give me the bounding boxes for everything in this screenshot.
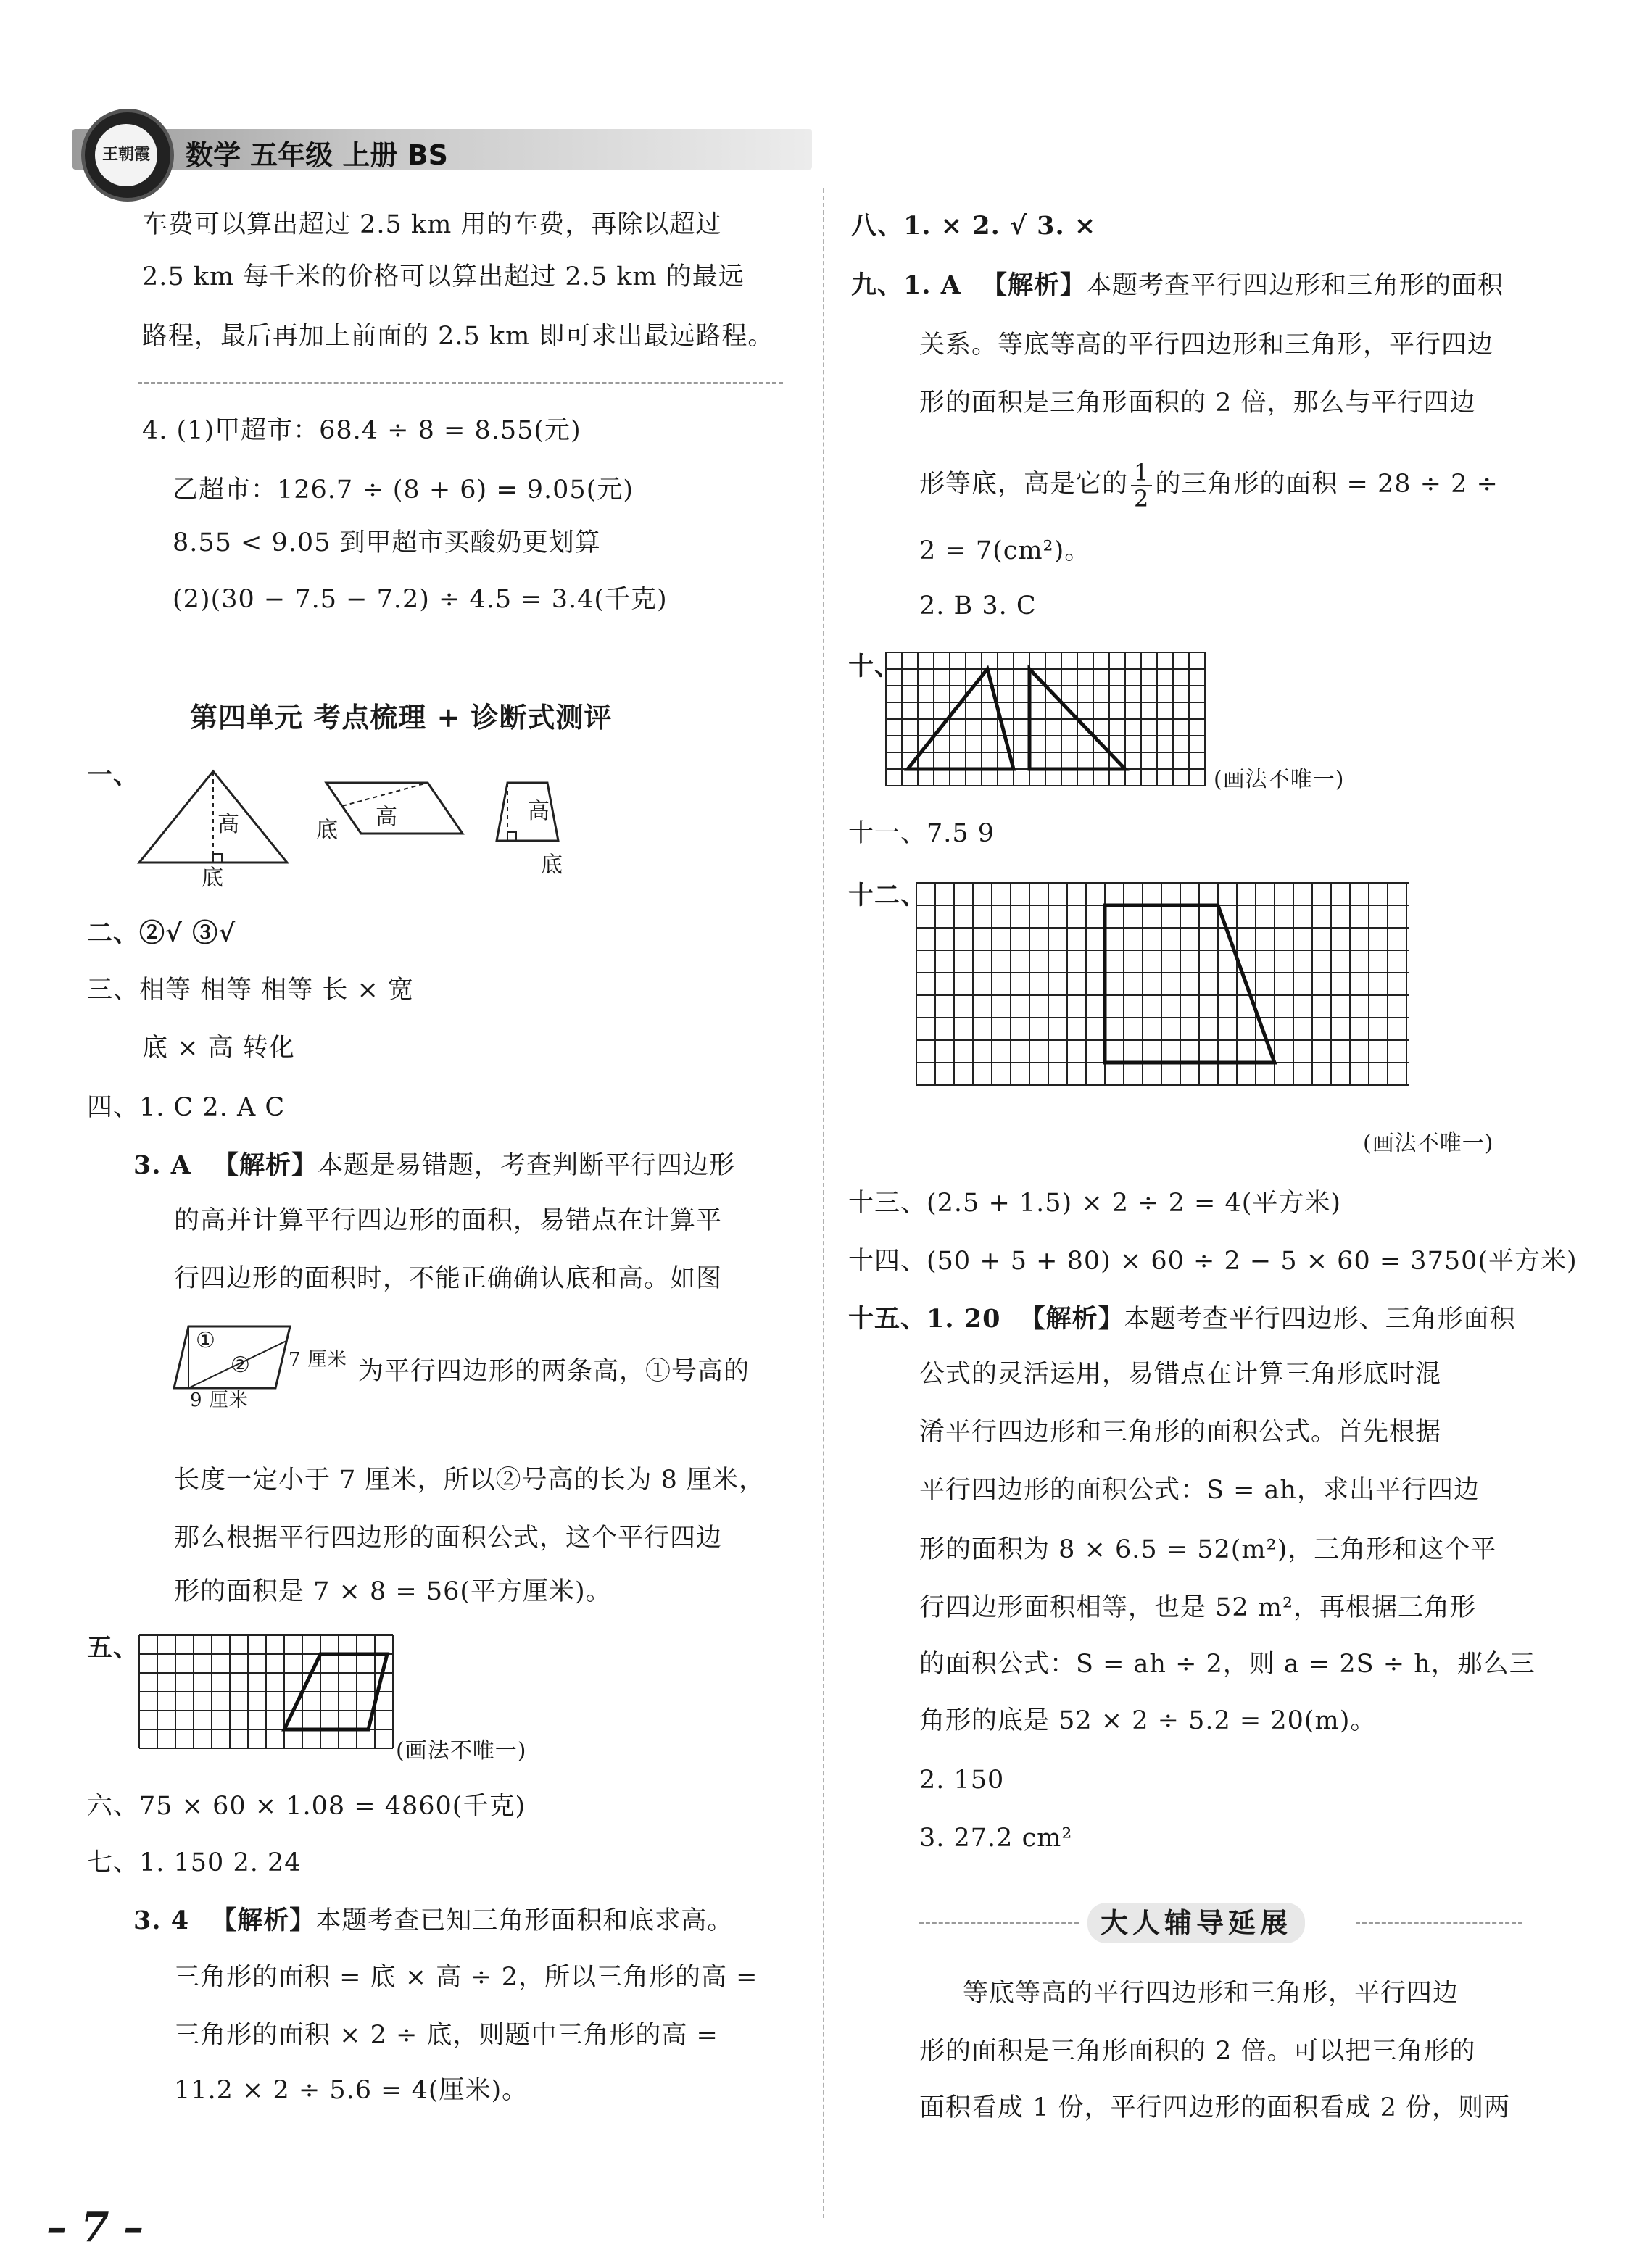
s4-q3-head: 3. A	[133, 1150, 191, 1180]
s15-q2: 2. 150	[919, 1766, 1005, 1795]
s5-number: 五、	[87, 1633, 140, 1663]
s9-line-4	[919, 455, 1499, 513]
s9-q23: 2. B 3. C	[919, 591, 1037, 620]
s4-q3-line-5: 长度一定小于 7 厘米，所以②号高的长为 8 厘米，	[174, 1466, 766, 1495]
s10-grid	[886, 652, 1206, 790]
banner-rule-left	[919, 1922, 1079, 1924]
divider	[138, 382, 783, 384]
s7-q3-line-3: 三角形的面积 × 2 ÷ 底，则题中三角形的高 =	[174, 2021, 718, 2050]
s7-q3-line-4: 11.2 × 2 ÷ 5.6 = 4(厘米)。	[174, 2076, 529, 2105]
s7-line-1: 七、1. 150 2. 24	[87, 1848, 302, 1877]
q4-line-2: 乙超市：126.7 ÷ (8 + 6) = 9.05(元)	[173, 475, 634, 504]
s4-q3-tag: 【解析】	[213, 1150, 318, 1180]
s3-line-1: 三、相等 相等 相等 长 × 宽	[87, 976, 414, 1005]
s5-grid	[139, 1635, 394, 1751]
s15-line-3: 淆平行四边形和三角形的面积公式。首先根据	[919, 1418, 1442, 1447]
s4-q3-line-6: 那么根据平行四边形的面积公式，这个平行四边	[174, 1524, 723, 1553]
s15-line-5: 形的面积为 8 × 6.5 = 52(m²)，三角形和这个平	[919, 1535, 1497, 1564]
s4-q3-first: 本题是易错题，考查判断平行四边形	[318, 1151, 736, 1180]
s9-line-2: 关系。等底等高的平行四边形和三角形，平行四边	[919, 331, 1494, 360]
s7-q3-first: 本题考查已知三角形面积和底求高。	[315, 1906, 734, 1935]
unit-title: 第四单元 考点梳理 + 诊断式测评	[190, 701, 613, 734]
s15-line-2: 公式的灵活运用，易错点在计算三角形底时混	[919, 1360, 1442, 1389]
s15-line-8: 角形的底是 52 × 2 ÷ 5.2 = 20(m)。	[919, 1706, 1377, 1735]
header-title: 数学 五年级 上册 BS	[186, 139, 449, 171]
intro-line-2: 2.5 km 每千米的价格可以算出超过 2.5 km 的最远	[142, 262, 745, 291]
s9-line-1	[851, 268, 1504, 303]
label-di-2: 底	[316, 818, 339, 843]
s15-first: 本题考查平行四边形、三角形面积	[1124, 1305, 1516, 1334]
s15-line-7: 的面积公式：S = ah ÷ 2，则 a = 2S ÷ h，那么三	[919, 1650, 1536, 1679]
q4-line-1: 4. (1)甲超市：68.4 ÷ 8 = 8.55(元)	[142, 416, 581, 445]
fraction-numerator: 1	[1131, 460, 1152, 486]
s12-grid	[916, 883, 1411, 1100]
s6-answer: 六、75 × 60 × 1.08 = 4860(千克)	[87, 1792, 526, 1821]
s9-frac-pre: 形等底，高是它的	[919, 470, 1129, 499]
s9-first: 本题考查平行四边形和三角形的面积	[1086, 271, 1504, 300]
q4-line-4: (2)(30 − 7.5 − 7.2) ÷ 4.5 = 3.4(千克)	[173, 585, 668, 614]
fig-circle-2: ②	[231, 1353, 251, 1378]
s7-q3-head: 3. 4	[133, 1906, 190, 1935]
page-number: – 7 –	[46, 2203, 144, 2251]
s15-q3: 3. 27.2 cm²	[919, 1824, 1073, 1853]
s14-answer: 十四、(50 + 5 + 80) × 60 ÷ 2 − 5 × 60 = 3750(平方米)	[848, 1247, 1578, 1276]
s4-q3-line-3: 行四边形的面积时，不能正确确认底和高。如图	[174, 1264, 723, 1293]
s10-number: 十、	[848, 652, 901, 681]
label-di-1: 底	[202, 865, 224, 891]
s12-trapezoid	[1105, 905, 1275, 1063]
ext-line-2: 形的面积是三角形面积的 2 倍。可以把三角形的	[919, 2037, 1476, 2066]
label-gao-3: 高	[528, 799, 550, 824]
s15-line-1	[848, 1302, 1516, 1337]
s15-line-6: 行四边形面积相等，也是 52 m²，再根据三角形	[919, 1593, 1477, 1622]
s5-note: (画法不唯一)	[396, 1738, 527, 1764]
s15-tag: 【解析】	[1019, 1304, 1124, 1334]
s3-line-2: 底 × 高 转化	[142, 1034, 295, 1063]
ext-line-3: 面积看成 1 份，平行四边形的面积看成 2 份，则两	[919, 2093, 1511, 2122]
right-angle-mark-2	[507, 832, 516, 841]
s8-answer: 八、1. × 2. √ 3. ×	[851, 211, 1097, 241]
s2-answer: 二、②√ ③√	[87, 918, 236, 948]
s9-tag: 【解析】	[982, 270, 1087, 300]
fig-side-label: 7 厘米	[289, 1349, 347, 1371]
s12-note: (画法不唯一)	[1363, 1131, 1494, 1156]
s13-answer: 十三、(2.5 + 1.5) × 2 ÷ 2 = 4(平方米)	[848, 1189, 1342, 1218]
publisher-logo-text: 王朝霞	[93, 122, 159, 188]
s9-frac-post: 的三角形的面积 = 28 ÷ 2 ÷	[1155, 470, 1499, 499]
extension-banner: 大人辅导延展	[1087, 1903, 1305, 1943]
s1-number: 一、	[87, 760, 140, 790]
s4-line-1: 四、1. C 2. A C	[87, 1093, 286, 1122]
triangle-shape	[139, 771, 287, 863]
s7-q3-tag: 【解析】	[211, 1906, 316, 1935]
s9-line-3: 形的面积是三角形面积的 2 倍，那么与平行四边	[919, 389, 1476, 418]
intro-line-3: 路程，最后再加上前面的 2.5 km 即可求出最远路程。	[142, 322, 774, 351]
label-gao-2: 高	[376, 805, 398, 830]
column-divider	[823, 188, 824, 2218]
s9-head: 九、1. A	[851, 270, 961, 300]
ext-line-1: 等底等高的平行四边形和三角形，平行四边	[963, 1979, 1459, 2008]
q4-line-3: 8.55 < 9.05 到甲超市买酸奶更划算	[173, 528, 601, 557]
label-gao-1: 高	[217, 812, 240, 837]
fraction-one-half	[1131, 460, 1152, 511]
fig-base-label: 9 厘米	[190, 1390, 249, 1411]
s10-note: (画法不唯一)	[1214, 767, 1345, 792]
s11-answer: 十一、7.5 9	[848, 819, 995, 848]
fraction-denominator: 2	[1134, 484, 1150, 512]
s4-q3-line	[133, 1148, 735, 1183]
s15-head: 十五、1. 20	[848, 1304, 1001, 1334]
s4-q3-line-7: 形的面积是 7 × 8 = 56(平方厘米)。	[174, 1577, 612, 1606]
s4-q3-after-fig: 为平行四边形的两条高，①号高的	[358, 1357, 750, 1386]
intro-line-1: 车费可以算出超过 2.5 km 用的车费，再除以超过	[142, 210, 722, 239]
label-di-3: 底	[541, 852, 563, 878]
banner-rule-right	[1356, 1922, 1522, 1924]
s12-number: 十二、	[848, 881, 927, 910]
s4-q3-line-2: 的高并计算平行四边形的面积，易错点在计算平	[174, 1206, 723, 1235]
fig-circle-1: ①	[196, 1328, 216, 1353]
s7-q3-line-2: 三角形的面积 = 底 × 高 ÷ 2，所以三角形的高 =	[174, 1963, 758, 1992]
s9-line-5: 2 = 7(cm²)。	[919, 536, 1091, 565]
s15-line-4: 平行四边形的面积公式：S = ah，求出平行四边	[919, 1476, 1480, 1505]
s7-q3-line	[133, 1903, 733, 1938]
